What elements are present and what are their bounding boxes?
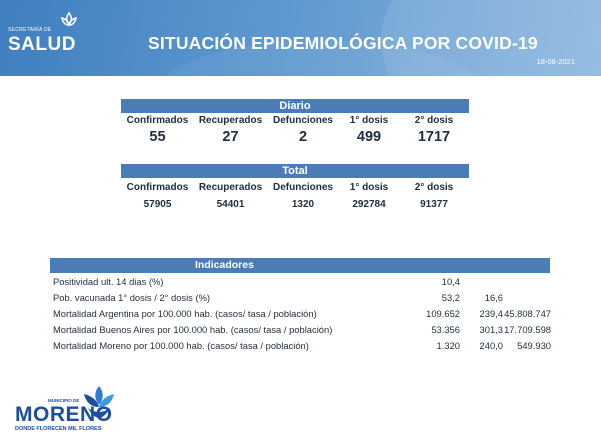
indicator-value: 239,4 (479, 308, 503, 319)
column-header: Defunciones (272, 182, 333, 193)
column-header: 2° dosis (414, 182, 454, 193)
indicator-label: Mortalidad Moreno por 100.000 hab. (casos/ tasa / población) (53, 340, 309, 351)
indicator-value: 17.709.598 (504, 324, 551, 335)
indicator-value: 549.930 (517, 340, 551, 351)
column-header: 1° dosis (349, 115, 389, 126)
indicator-label: Mortalidad Buenos Aires por 100.000 hab. (casos/ tasa / población) (53, 324, 333, 335)
value-cell: 1320 (291, 199, 315, 210)
total-heading: Total (121, 164, 469, 178)
value-cell: 57905 (143, 199, 172, 210)
logo-subtitle: SECRETARÍA DE (8, 27, 52, 33)
diario-header-row (121, 115, 469, 126)
indicator-value: 16,6 (484, 292, 503, 303)
logo-tagline: DONDE FLORECEN MIL FLORES (15, 426, 102, 432)
indicator-value: 45.808.747 (504, 308, 551, 319)
column-header: Recuperados (198, 182, 263, 193)
diario-table (121, 99, 469, 145)
flower-icon (58, 10, 80, 32)
column-header: Confirmados (126, 115, 189, 126)
diario-heading: Diario (121, 99, 469, 113)
column-header: Confirmados (126, 182, 189, 193)
table-row (50, 321, 550, 337)
salud-logo (8, 10, 78, 60)
report-date: 18-08-2021 (536, 57, 575, 66)
value-cell: 27 (222, 129, 239, 145)
table-row (50, 337, 550, 353)
column-header: Recuperados (198, 115, 263, 126)
value-cell: 1717 (417, 129, 451, 145)
indicator-value: 53.356 (431, 324, 460, 335)
value-cell: 91377 (420, 199, 448, 210)
total-table (121, 164, 469, 210)
page-title: SITUACIÓN EPIDEMIOLÓGICA POR COVID-19 (148, 33, 538, 53)
indicadores-table (50, 258, 550, 353)
column-header: 1° dosis (349, 182, 389, 193)
value-cell: 54401 (216, 199, 245, 210)
total-values-row (121, 199, 469, 210)
value-cell: 55 (149, 129, 166, 145)
table-row (50, 289, 550, 305)
value-cell: 499 (356, 129, 382, 145)
indicator-value: 53,2 (441, 292, 460, 303)
table-row (50, 273, 550, 289)
logo-title: MORENO (15, 403, 113, 426)
indicator-value: 10,4 (441, 276, 460, 287)
indicator-value: 301,3 (479, 324, 503, 335)
indicator-label: Mortalidad Argentina por 100.000 hab. (casos/ tasa / población) (53, 308, 317, 319)
indicadores-heading: Indicadores (50, 258, 550, 273)
logo-subtitle: MUNICIPIO DE (48, 398, 80, 403)
indicator-value: 1.320 (436, 340, 460, 351)
column-header: Defunciones (272, 115, 333, 126)
indicator-label: Positividad ult. 14 dias (%) (53, 276, 164, 287)
total-header-row (121, 182, 469, 193)
logo-title: SALUD (8, 34, 76, 55)
indicator-label: Pob. vacunada 1° dosis / 2° dosis (%) (53, 292, 211, 303)
column-header: 2° dosis (414, 115, 454, 126)
diario-values-row (121, 129, 469, 145)
header-banner (0, 0, 601, 76)
value-cell: 2 (298, 129, 308, 145)
value-cell: 292784 (352, 199, 386, 210)
moreno-logo (12, 384, 132, 444)
indicator-value: 240,0 (479, 340, 503, 351)
table-row (50, 305, 550, 321)
indicator-value: 109.652 (426, 308, 460, 319)
